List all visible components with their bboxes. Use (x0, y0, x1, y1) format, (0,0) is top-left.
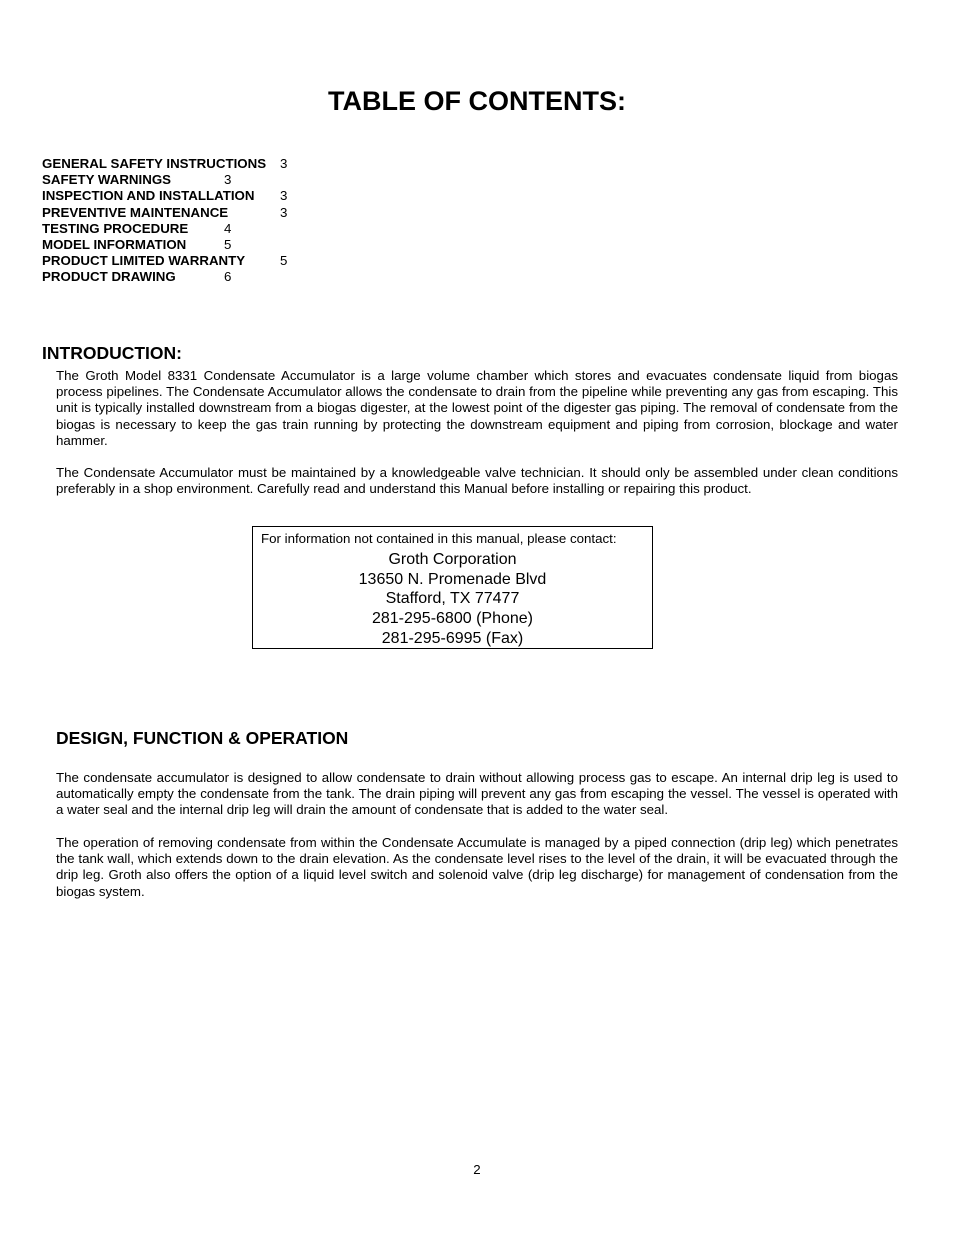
toc-entry-label: INSPECTION AND INSTALLATION (42, 188, 255, 204)
design-heading: DESIGN, FUNCTION & OPERATION (56, 728, 349, 748)
contact-phone: 281-295-6800 (Phone) (371, 610, 533, 628)
design-paragraph-1: The condensate accumulator is designed to allow condensate to drain without allowing process gas to escape. An internal drip leg is used to automatically empty the condensate from the tank. The drain piping will prevent any gas from escaping the vessel. The vessel is operated with a water seal and the internal drip leg will drain the amount of condensate that is added to the water seal. (56, 770, 898, 818)
toc-title: TABLE OF CONTENTS: (328, 86, 626, 116)
design-paragraph-2: The operation of removing condensate from within the Condensate Accumulate is managed by a piped connection (drip leg) which penetrates the tank wall, which extends down to the drain elevation. As the condensate level rises to the level of the drain, it will be evacuated through the drip leg. Groth also offers the option of a liquid level switch and solenoid valve (drip leg discharge) for management of condensation from the biogas system. (56, 835, 898, 899)
introduction-paragraph-2: The Condensate Accumulator must be maintained by a knowledgeable valve technician. It should only be assembled under clean conditions preferably in a shop environment. Carefully read and understand this Manual before installing or repairing this product. (56, 465, 898, 497)
toc-entry-page: 3 (280, 204, 288, 220)
toc-entry-page: 3 (280, 188, 288, 204)
toc-entry-page: 5 (224, 236, 232, 252)
toc-entry-label: TESTING PROCEDURE (42, 220, 189, 236)
introduction-paragraph-1: The Groth Model 8331 Condensate Accumulator is a large volume chamber which stores and evacuates condensate liquid from biogas process pipelines. The Condensate Accumulator allows the condensate to drain from the pipeline while preventing any gas from escaping. This unit is typically installed downstream from a biogas digester, at the lowest point of the digester gas piping. The removal of condensate from the biogas is necessary to keep the gas train running by protecting the downstream equipment and piping from corrosion, blockage and water hammer. (56, 368, 898, 448)
toc-entry-page: 3 (224, 172, 232, 188)
toc-entry-page: 3 (280, 156, 288, 171)
contact-city: Stafford, TX 77477 (385, 590, 520, 608)
contact-lead: For information not contained in this manual, please contact: (261, 531, 617, 546)
contact-company: Groth Corporation (388, 551, 517, 568)
toc-entry-label: GENERAL SAFETY INSTRUCTIONS (42, 156, 267, 171)
page-number: 2 (473, 1162, 481, 1177)
contact-street: 13650 N. Promenade Blvd (358, 570, 547, 588)
toc-entry-label: SAFETY WARNINGS (42, 172, 172, 188)
toc-entry-page: 6 (224, 269, 232, 285)
toc-entry-label: MODEL INFORMATION (42, 236, 187, 252)
toc-entry-label: PRODUCT DRAWING (42, 269, 176, 285)
toc-entry-page: 5 (280, 253, 288, 269)
introduction-heading: INTRODUCTION: (42, 343, 182, 363)
toc-entry-label: PREVENTIVE MAINTENANCE (42, 204, 229, 220)
contact-fax: 281-295-6995 (Fax) (381, 629, 524, 647)
contact-box (252, 526, 653, 649)
toc-entry-page: 4 (224, 220, 232, 236)
toc-entry-label: PRODUCT LIMITED WARRANTY (42, 253, 246, 269)
